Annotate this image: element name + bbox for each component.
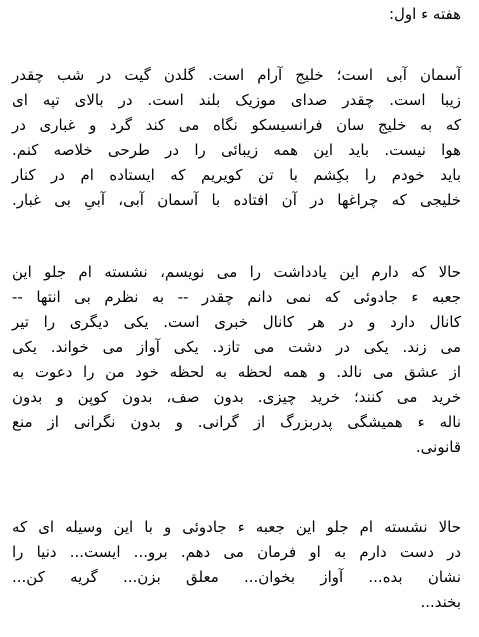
text-line: حالا که دارم این یادداشت را می نویسم، نشسته ام جلو این	[12, 263, 461, 281]
section-heading: هفته ء اول:	[388, 5, 461, 23]
text-line: حالا نشسته ام جلو این جعبه ء جادوئی و با این وسیله ای که	[12, 518, 461, 536]
text-line: قانونی.	[415, 438, 461, 456]
text-line: هوا نیست. باید این همه زیبائی را در طرحی خلاصه کنم.	[12, 141, 461, 159]
text-line: می زند. یکی در دشت می تازد. یکی آواز می خواند. یکی	[12, 338, 461, 356]
text-line: جعبه ء جادوئی که نمی دانم چقدر -- به نظرم بی انتها --	[12, 288, 461, 306]
text-line: نشان بده... آواز بخوان... معلق بزن... گریه کن...	[12, 568, 461, 586]
text-line: خلیجی که چراغها در آن افتاده با آسمان آبی، آبیِ بی غبار.	[12, 191, 461, 209]
text-line: زیبا است. چقدر صدای موزیک بلند است. در بالای تپه ای	[12, 91, 461, 109]
text-line: در دست دارم به او فرمان می دهم. برو... ایست... دنیا را	[12, 543, 461, 561]
text-line: ناله ء همیشگی پدربزرگ از گرانی. و بدون نگرانی از منع	[12, 413, 461, 431]
text-line: خرید می کنند؛ خرید چیزی. بدون صف، بدون کوپن و بدون	[12, 388, 461, 406]
text-line: آسمان آبی است؛ خلیج آرام است. گلدن گیت در شب چقدر	[12, 66, 461, 84]
text-line: از عشق می نالد. و همه لحظه به لحظه خود من را دعوت به	[12, 363, 461, 381]
text-line: باید خودم را بکِشم با تن کویریم که ایستاده ام در کنار	[12, 166, 461, 184]
text-line: که به خلیج سان فرانسیسکو نگاه می کند گرد و غباری در	[12, 116, 461, 134]
text-line: کانال دارد و در هر کانال خبری است. یکی دیگری را تیر	[12, 313, 461, 331]
text-line: بخند...	[420, 593, 461, 611]
